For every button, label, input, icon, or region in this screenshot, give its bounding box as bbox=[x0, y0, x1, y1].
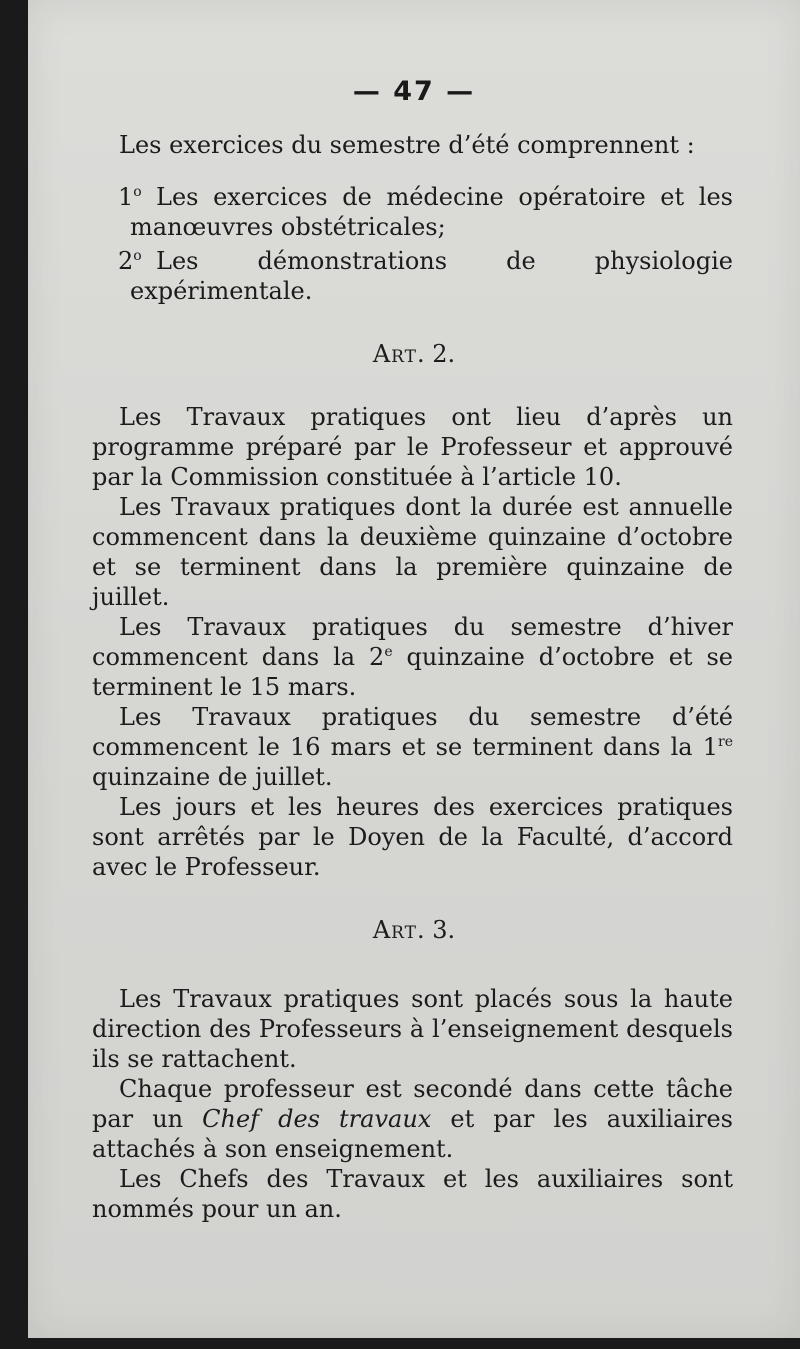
paragraph: Les jours et les heures des exercices pratiques sont arrêtés par le Doyen de la Faculté, d’accord avec le Professeur. bbox=[92, 793, 733, 881]
list-item bbox=[92, 182, 733, 242]
paragraph: Les Travaux pratiques du semestre d’été commencent le 16 mars et se terminent dans la 1re quinzaine de juillet. bbox=[92, 703, 733, 791]
article-2-body bbox=[92, 402, 733, 882]
list-text: Les exercices de médecine opératoire et les manœuvres obstétricales; bbox=[130, 183, 733, 241]
article-2-heading bbox=[28, 340, 800, 368]
article-label: Art bbox=[372, 916, 417, 944]
intro-block bbox=[92, 130, 733, 160]
page-number: — 47 — bbox=[352, 76, 476, 107]
paragraph: Les Travaux pratiques ont lieu d’après un programme préparé par le Professeur et approuvé par la Commission constituée à l’article 10. bbox=[92, 403, 733, 491]
article-3-heading bbox=[28, 916, 800, 944]
list-number: 1$^o$ bbox=[118, 183, 142, 211]
paragraph: Chaque professeur est secondé dans cette tâche par un Chef des travaux et par les auxiliaires attachés à son enseignement. bbox=[92, 1075, 733, 1163]
paragraph: Les Travaux pratiques sont placés sous la haute direction des Professeurs à l’enseignement desquels ils se rattachent. bbox=[92, 985, 733, 1073]
article-label: Art bbox=[372, 340, 417, 368]
paragraph: Les Chefs des Travaux et les auxiliaires sont nommés pour un an. bbox=[92, 1165, 733, 1223]
article-3-body bbox=[92, 984, 733, 1224]
list-text: Les démonstrations de physiologie expérimentale. bbox=[130, 247, 733, 305]
intro-text: Les exercices du semestre d’été comprennent : bbox=[119, 131, 695, 159]
list-number: 2$^o$ bbox=[118, 247, 142, 275]
paragraph: Les Travaux pratiques du semestre d’hiver commencent dans la 2e quinzaine d’octobre et se terminent le 15 mars. bbox=[92, 613, 733, 701]
article-number: . 3. bbox=[417, 916, 456, 944]
exercise-list bbox=[92, 182, 733, 306]
list-item bbox=[92, 246, 733, 306]
article-number: . 2. bbox=[417, 340, 456, 368]
book-page bbox=[28, 0, 800, 1338]
paragraph: Les Travaux pratiques dont la durée est annuelle commencent dans la deuxième quinzaine d’octobre et se terminent dans la première quinzaine de juillet. bbox=[92, 493, 733, 611]
